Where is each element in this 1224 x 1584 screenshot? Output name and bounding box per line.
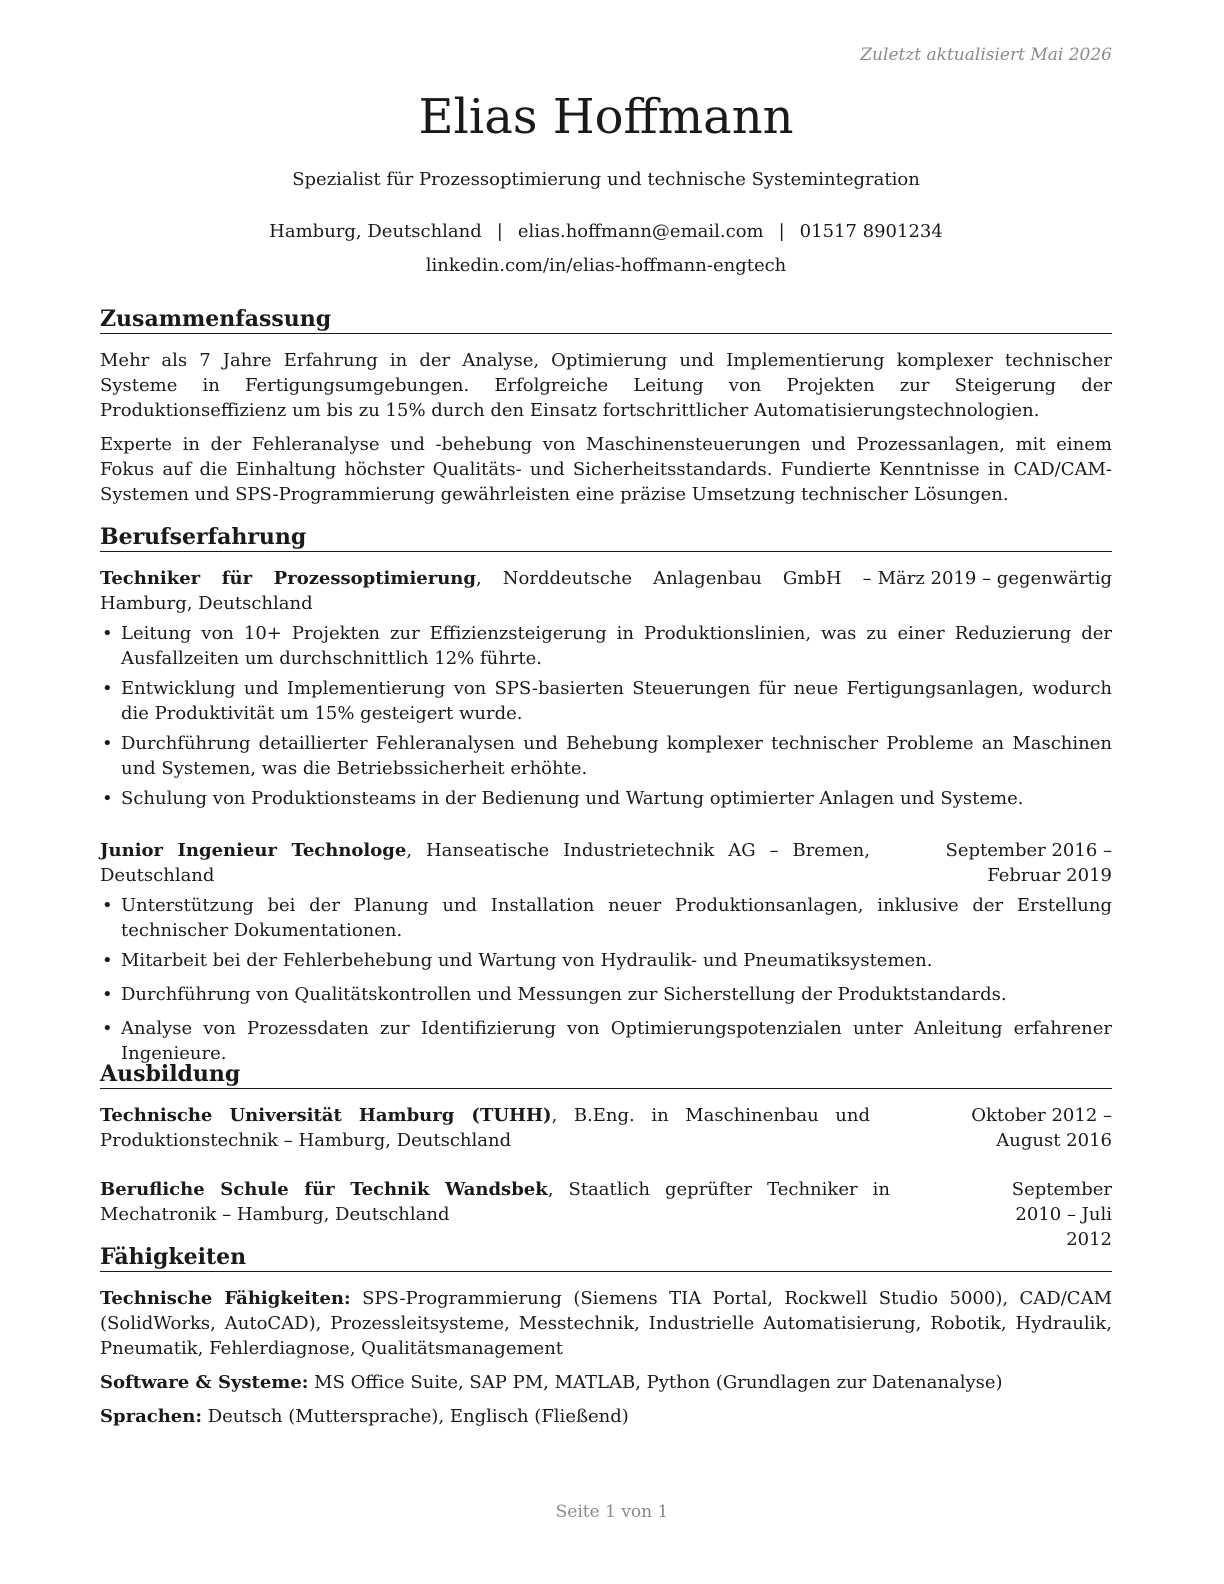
list-item: • Mitarbeit bei der Fehlerbehebung und Wartung von Hydraulik- und Pneumatiksystemen. [102, 950, 933, 971]
list-item: • Unterstützung bei der Planung und Installation neuer Produktionsanlagen, inklusive der Erstellung technischer Dokumentationen. [102, 895, 1112, 941]
bullet-icon: • [102, 984, 113, 1005]
list-item: • Analyse von Prozessdaten zur Identifizierung von Optimierungspotenzialen unter Anleitung erfahrener Ingenieure. [102, 1018, 1112, 1064]
linkedin-link[interactable]: linkedin.com/in/elias-hoffmann-engtech [425, 255, 787, 276]
last-updated: Zuletzt aktualisiert Mai 2026 [860, 45, 1112, 65]
skills-label: Sprachen: [100, 1406, 202, 1427]
headline: Spezialist für Prozessoptimierung und technische Systemintegration [292, 169, 920, 190]
bullet-icon: • [102, 733, 113, 754]
bullet-icon: • [102, 1018, 113, 1039]
bullet-icon: • [102, 895, 113, 916]
list-item: • Leitung von 10+ Projekten zur Effizienzsteigerung in Produktionslinien, was zu einer Reduzierung der Ausfallzeiten um durchschnittlich 12% führte. [102, 623, 1112, 669]
education-school: Berufliche Schule für Technik Wandsbek [100, 1179, 548, 1200]
section-title-experience: Berufserfahrung [100, 524, 1112, 552]
list-item: • Schulung von Produktionsteams in der Bedienung und Wartung optimierter Anlagen und Systeme. [102, 788, 1024, 809]
skills-value: SPS-Programmierung (Siemens TIA Portal, Rockwell Studio 5000), CAD/CAM (SolidWorks, AutoCAD), Prozessleitsysteme, Messtechnik, Industrielle Automatisierung, Robotik, Hydraulik, Pneumatik, Fehlerdiagnose, Qualitätsmanagement [100, 1288, 1112, 1359]
page-number: Seite 1 von 1 [555, 1502, 669, 1522]
education-dates: Oktober 2012 – August 2016 [971, 1105, 1112, 1151]
bullet-icon: • [102, 623, 113, 644]
location: Hamburg, Deutschland [269, 221, 482, 242]
list-item: • Entwicklung und Implementierung von SPS-basierten Steuerungen für neue Fertigungsanlagen, wodurch die Produktivität um 15% gesteigert wurde. [102, 678, 1112, 724]
job-dates: März 2019 – gegenwärtig [877, 568, 1112, 589]
education-detail: , B.Eng. in Maschinenbau und Produktionstechnik – Hamburg, Deutschland [100, 1105, 870, 1151]
list-item: • Durchführung detaillierter Fehleranalysen und Behebung komplexer technischer Probleme an Maschinen und Systemen, was die Betriebssicherheit erhöhte. [102, 733, 1112, 779]
job-organization: , Hanseatische Industrietechnik AG – Bremen, Deutschland [100, 840, 870, 886]
job-organization: , Norddeutsche Anlagenbau GmbH – Hamburg, Deutschland [100, 568, 872, 614]
section-title-skills: Fähigkeiten [100, 1244, 1112, 1272]
skills-label: Software & Systeme: [100, 1372, 309, 1393]
job-bullets [100, 893, 1112, 1066]
skills-value: Deutsch (Muttersprache), Englisch (Fließend) [201, 1406, 629, 1427]
list-item: • Durchführung von Qualitätskontrollen und Messungen zur Sicherstellung der Produktstandards. [102, 984, 1007, 1005]
job-dates: September 2016 – Februar 2019 [945, 840, 1112, 886]
bullet-icon: • [102, 788, 113, 809]
section-title-summary: Zusammenfassung [100, 306, 1112, 334]
skills-value: MS Office Suite, SAP PM, MATLAB, Python (Grundlagen zur Datenanalyse) [308, 1372, 1003, 1393]
phone-number: 01517 8901234 [799, 221, 943, 242]
skills-technical [100, 1286, 1112, 1361]
job-role: Techniker für Prozessoptimierung [100, 568, 476, 589]
candidate-name: Elias Hoffmann [418, 89, 794, 145]
education-entry [100, 1103, 1112, 1153]
summary-paragraph-1: Mehr als 7 Jahre Erfahrung in der Analyse, Optimierung und Implementierung komplexer technischer Systeme in Fertigungsumgebungen. Erfolgreiche Leitung von Projekten zur Steigerung der Produktionseffizienz um bis zu 15% durch den Einsatz fortschrittlicher Automatisierungstechnologien. [100, 350, 1112, 421]
contact-line [100, 219, 1112, 244]
job-bullets [100, 621, 1112, 811]
separator: | [496, 221, 503, 242]
job-header [100, 838, 1112, 888]
separator: | [778, 221, 785, 242]
section-title-education: Ausbildung [100, 1061, 1112, 1089]
job-role: Junior Ingenieur Technologe [100, 840, 407, 861]
email-link[interactable]: elias.hoffmann@email.com [517, 221, 764, 242]
summary-paragraph-2: Experte in der Fehleranalyse und -behebung von Maschinensteuerungen und Prozessanlagen, mit einem Fokus auf die Einhaltung höchster Qualitäts- und Sicherheitsstandards. Fundierte Kenntnisse in CAD/CAM-Systemen und SPS-Programmierung gewährleisten eine präzise Umsetzung technischer Lösungen. [100, 434, 1112, 505]
education-entry [100, 1177, 1112, 1252]
bullet-icon: • [102, 678, 113, 699]
education-dates: September 2010 – Juli 2012 [1011, 1179, 1112, 1250]
job-header [100, 566, 1112, 616]
skills-languages [100, 1404, 1112, 1429]
bullet-icon: • [102, 950, 113, 971]
education-detail: , Staatlich geprüfter Techniker in Mechatronik – Hamburg, Deutschland [100, 1179, 890, 1225]
skills-label: Technische Fähigkeiten: [100, 1288, 351, 1309]
skills-software [100, 1370, 1112, 1395]
education-school: Technische Universität Hamburg (TUHH) [100, 1105, 552, 1126]
